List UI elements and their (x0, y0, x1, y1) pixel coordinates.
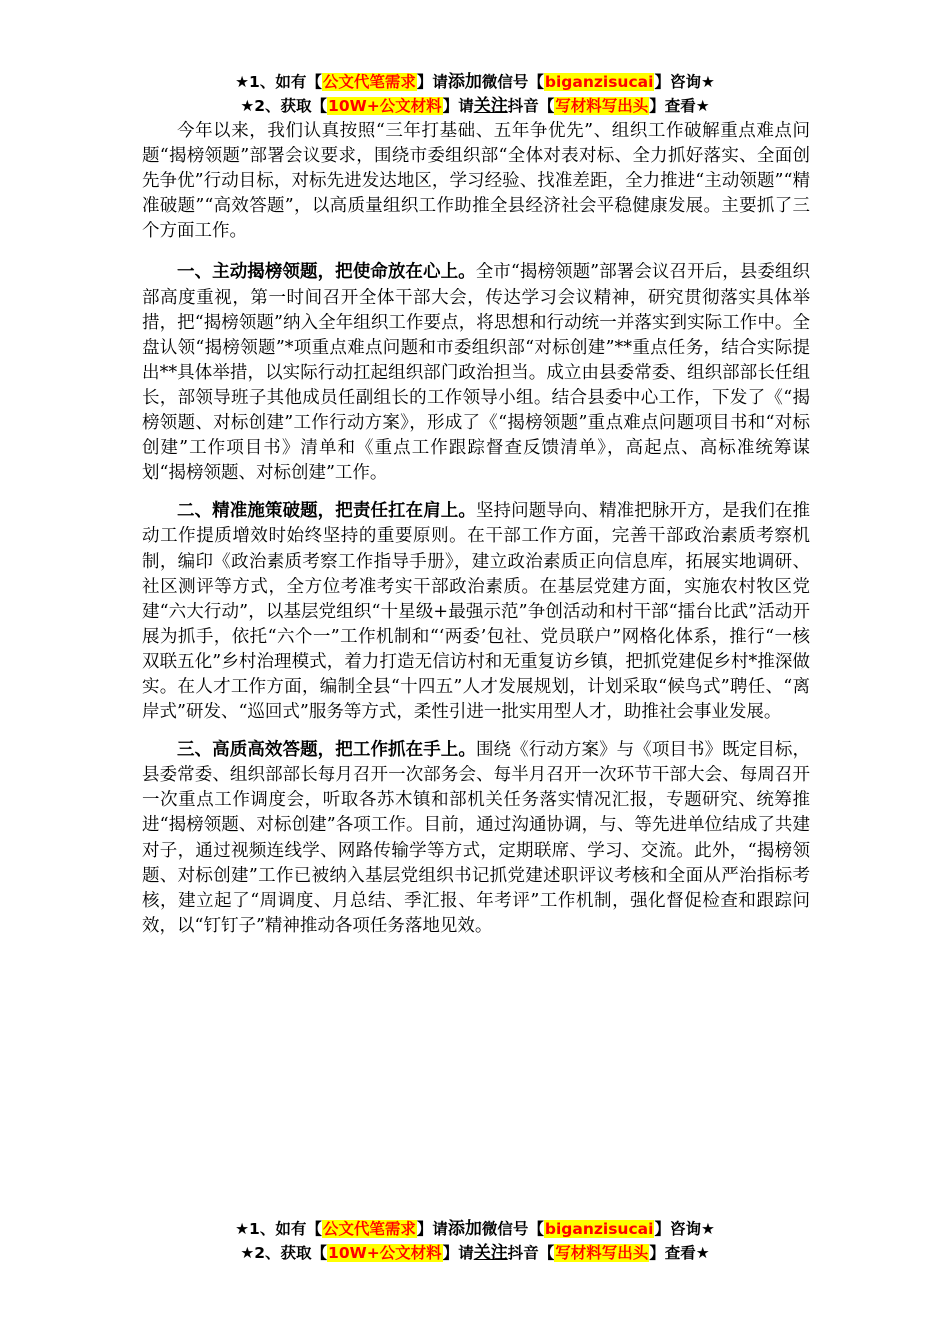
promo-highlight-service: 公文代笔需求 (322, 73, 416, 91)
promo-line-1-text-2: 微信号【 (481, 1220, 544, 1238)
section-2-heading: 二、精准施策破题，把责任扛在肩上。 (177, 501, 476, 522)
promo-line-1 (0, 70, 950, 94)
promo-line-1 (0, 1217, 950, 1241)
intro-paragraph: 今年以来，我们认真按照“三年打基础、五年争优先”、组织工作破解重点难点问题“揭榜领题”部署会议要求，围绕市委组织部“全体对表对标、全力抓好落实、全面创先争优”行动目标，对标先进发达地区，学习经验、找准差距，全力推进“主动领题”“精准破题”“高效答题”，以高质量组织工作助推全县经济社会平稳健康发展。主要抓了三个方面工作。 (142, 121, 810, 242)
promo-line-1-text-2: 微信号【 (481, 73, 544, 91)
section-1-paragraph (142, 260, 810, 486)
promo-line-2-suffix: 】查看★ (649, 1244, 710, 1262)
promo-highlight-wechat-id: biganzisucai (544, 1220, 654, 1238)
section-2-text: 坚持问题导向、精准把脉开方，是我们在推动工作提质增效时始终坚持的重要原则。在干部工作方面，完善干部政治素质考察机制，编印《政治素质考察工作指导手册》，建立政治素质正向信息库，拓展实地调研、社区测评等方式，全方位考准考实干部政治素质。在基层党建方面，实施农村牧区党建“六大行动”，以基层党组织“十星级+最强示范”争创活动和村干部“擂台比武”活动开展为抓手，依托“六个一”工作机制和“‘两委’包社、党员联户”网格化体系，推行“一核双联五化”乡村治理模式，着力打造无信访村和无重复访乡镇，把抓党建促乡村*推深做实。在人才工作方面，编制全县“十四五”人才发展规划，计划采取“候鸟式”聘任、“离岸式”研发、“巡回式”服务等方式，柔性引进一批实用型人才，助推社会事业发展。 (142, 501, 811, 723)
promo-line-2-text: 】请 (442, 97, 474, 115)
promo-line-1-prefix: ★1、如有【 (235, 1220, 322, 1238)
article-body (142, 119, 810, 952)
promo-line-2-emphasis: 关注 (473, 1243, 508, 1263)
promo-line-2-text-2: 抖音【 (507, 97, 555, 115)
promo-highlight-douyin-account: 写材料写出头 (555, 1244, 649, 1262)
section-3-paragraph (142, 738, 810, 939)
promo-line-2-suffix: 】查看★ (649, 97, 710, 115)
promo-line-1-emphasis: 添加 (447, 72, 482, 92)
promo-line-1-prefix: ★1、如有【 (235, 73, 322, 91)
section-2-paragraph (142, 499, 810, 725)
promo-line-2-prefix: ★2、获取【 (240, 1244, 328, 1262)
section-1-heading: 一、主动揭榜领题，把使命放在心上。 (177, 262, 476, 283)
promo-highlight-materials: 10W+公文材料 (328, 1244, 442, 1262)
bottom-promo-banner (0, 1217, 950, 1265)
promo-line-1-suffix: 】咨询★ (654, 1220, 715, 1238)
promo-line-1-text: 】请 (416, 73, 448, 91)
promo-highlight-service: 公文代笔需求 (322, 1220, 416, 1238)
section-3-heading: 三、高质高效答题，把工作抓在手上。 (177, 740, 476, 761)
promo-highlight-douyin-account: 写材料写出头 (555, 97, 649, 115)
top-promo-banner (0, 70, 950, 118)
promo-line-2-text: 】请 (442, 1244, 474, 1262)
promo-line-2-emphasis: 关注 (473, 96, 508, 116)
promo-line-2 (0, 1241, 950, 1265)
promo-line-1-text: 】请 (416, 1220, 448, 1238)
promo-line-2-prefix: ★2、获取【 (240, 97, 328, 115)
promo-line-2-text-2: 抖音【 (507, 1244, 555, 1262)
promo-line-1-suffix: 】咨询★ (654, 73, 715, 91)
promo-highlight-wechat-id: biganzisucai (544, 73, 654, 91)
section-1-text: 全市“揭榜领题”部署会议召开后，县委组织部高度重视，第一时间召开全体干部大会，传达学习会议精神，研究贯彻落实具体举措，把“揭榜领题”纳入全年组织工作要点，将思想和行动统一并落实到实际工作中。全盘认领“揭榜领题”*项重点难点问题和市委组织部“对标创建”**重点任务，结合实际提出**具体举措，以实际行动扛起组织部门政治担当。成立由县委常委、组织部部长任组长，部领导班子其他成员任副组长的工作领导小组。结合县委中心工作，下发了《“揭榜领题、对标创建”工作行动方案》，形成了《“揭榜领题”重点难点问题项目书和“对标创建”工作项目书》清单和《重点工作跟踪督查反馈清单》，高起点、高标准统筹谋划“揭榜领题、对标创建”工作。 (142, 262, 810, 484)
section-3-text: 围绕《行动方案》与《项目书》既定目标，县委常委、组织部部长每月召开一次部务会、每半月召开一次环节干部大会、每周召开一次重点工作调度会，听取各苏木镇和部机关任务落实情况汇报，专题研究、统筹推进“揭榜领题、对标创建”各项工作。目前，通过沟通协调，与、等先进单位结成了共建对子，通过视频连线学、网路传输学等方式，定期联席、学习、交流。此外，“揭榜领题、对标创建”工作已被纳入基层党组织书记抓党建述职评议考核和全面从严治指标考核，建立起了“周调度、月总结、季汇报、年考评”工作机制，强化督促检查和跟踪问效，以“钉钉子”精神推动各项任务落地见效。 (142, 740, 811, 936)
promo-line-2 (0, 94, 950, 118)
promo-line-1-emphasis: 添加 (447, 1219, 482, 1239)
promo-highlight-materials: 10W+公文材料 (328, 97, 442, 115)
